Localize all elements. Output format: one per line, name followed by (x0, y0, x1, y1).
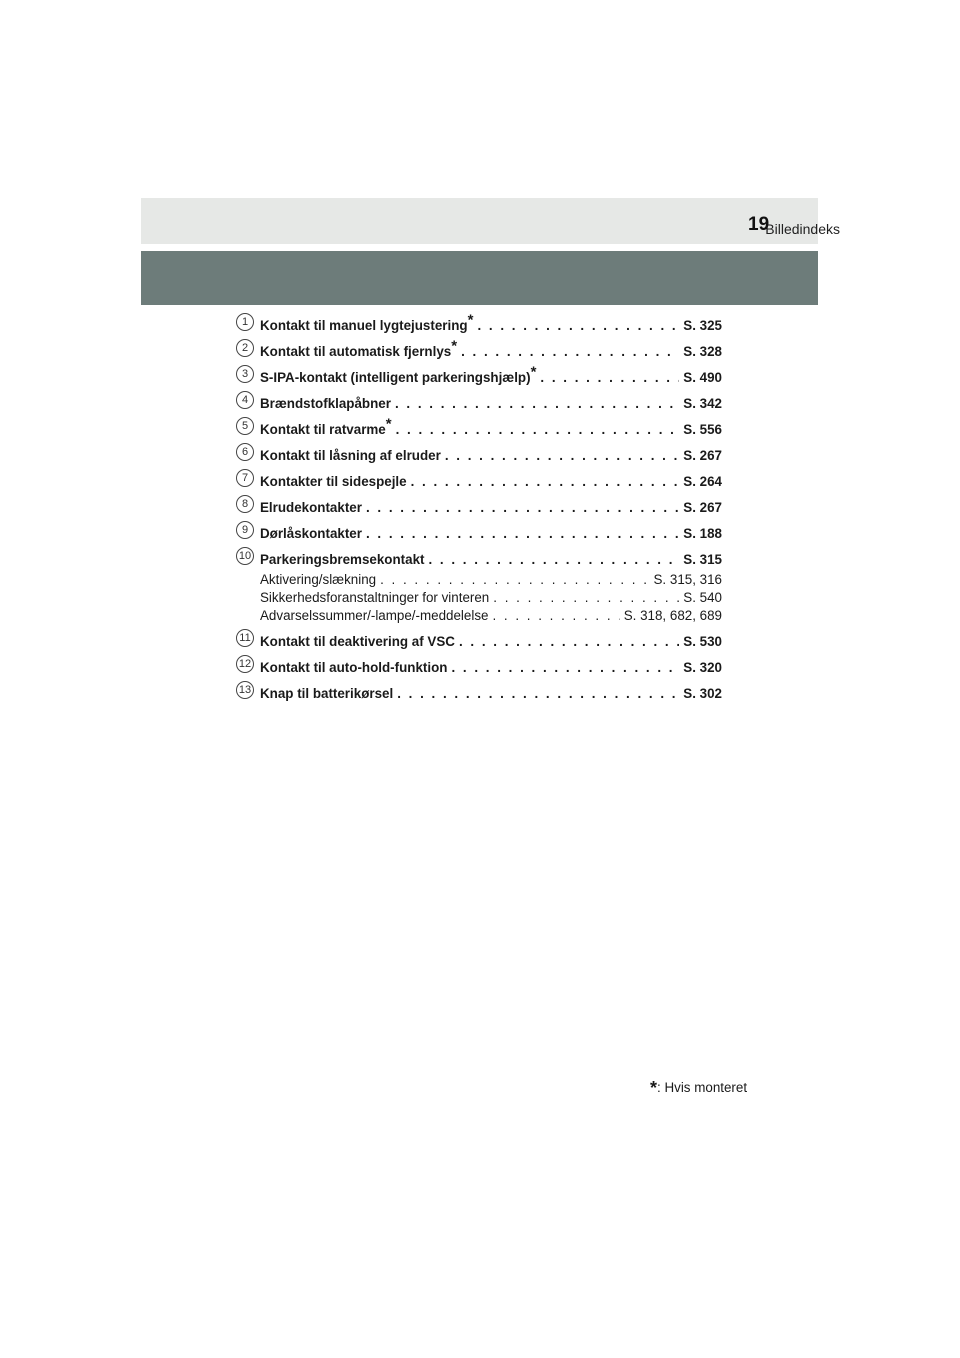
entry-number-icon: 5 (236, 417, 254, 435)
entry-number-icon: 13 (236, 681, 254, 699)
entry-number-icon: 7 (236, 469, 254, 487)
dot-leader (366, 525, 679, 543)
index-entry (236, 659, 722, 685)
footnote-star: * (451, 337, 458, 355)
dot-leader (492, 607, 619, 625)
entry-label: S-IPA-kontakt (intelligent parkeringshjælp)* (260, 363, 537, 385)
index-entry (236, 415, 722, 447)
entry-number-icon: 2 (236, 339, 254, 357)
entry-label: Dørlåskontakter (260, 526, 362, 541)
footnote (650, 1076, 747, 1097)
entry-number-icon: 12 (236, 655, 254, 673)
spacer (236, 625, 722, 633)
dot-leader (445, 447, 679, 465)
footnote-star: * (530, 363, 537, 381)
entry-number-icon: 11 (236, 629, 254, 647)
entry-page[interactable]: S. 264 (683, 474, 722, 489)
header-bar (141, 198, 818, 244)
entry-number-icon: 10 (236, 547, 254, 565)
entry-page[interactable]: S. 267 (683, 448, 722, 463)
entry-label: Kontakt til ratvarme* (260, 415, 392, 437)
entry-page[interactable]: S. 188 (683, 526, 722, 541)
entry-page[interactable]: S. 490 (683, 370, 722, 385)
entry-page[interactable]: S. 556 (683, 422, 722, 437)
entry-number-icon: 3 (236, 365, 254, 383)
dot-leader (493, 589, 679, 607)
entry-page[interactable]: S. 325 (683, 318, 722, 333)
entry-label: Parkeringsbremsekontakt (260, 552, 425, 567)
entry-page[interactable]: S. 315 (683, 552, 722, 567)
sub-entry (260, 571, 722, 589)
dot-leader (428, 551, 679, 569)
index-entry (236, 311, 722, 343)
entry-label: Kontakt til manuel lygtejustering* (260, 311, 474, 333)
index-entry (236, 525, 722, 551)
dot-leader (397, 685, 679, 703)
dot-leader (366, 499, 679, 517)
index-entry (236, 337, 722, 369)
footnote-star: * (467, 311, 474, 329)
index-list (236, 311, 722, 711)
entry-number-icon: 9 (236, 521, 254, 539)
entry-label: Knap til batterikørsel (260, 686, 394, 701)
entry-page[interactable]: S. 342 (683, 396, 722, 411)
sub-entry-page[interactable]: S. 318, 682, 689 (623, 608, 722, 623)
dot-leader (395, 395, 679, 413)
index-entry (236, 633, 722, 659)
footnote-star: * (385, 415, 392, 433)
entry-page[interactable]: S. 328 (683, 344, 722, 359)
dot-leader (451, 659, 679, 677)
entry-number-icon: 1 (236, 313, 254, 331)
entry-number-icon: 6 (236, 443, 254, 461)
dot-leader (477, 317, 679, 335)
entry-label: Elrudekontakter (260, 500, 362, 515)
sub-entry-label: Sikkerhedsforanstaltninger for vinteren (260, 590, 490, 605)
entry-page[interactable]: S. 530 (683, 634, 722, 649)
sub-entry-label: Aktivering/slækning (260, 572, 377, 587)
entry-page[interactable]: S. 320 (683, 660, 722, 675)
entry-label: Kontakt til automatisk fjernlys* (260, 337, 458, 359)
entry-number-icon: 8 (236, 495, 254, 513)
index-entry (236, 685, 722, 711)
dot-leader (540, 369, 679, 387)
entry-number-icon: 4 (236, 391, 254, 409)
sub-entry (260, 589, 722, 607)
entry-label: Kontakt til låsning af elruder (260, 448, 441, 463)
index-entry (236, 395, 722, 421)
index-entry (236, 551, 722, 571)
index-entry (236, 363, 722, 395)
dot-leader (411, 473, 680, 491)
dot-leader (459, 633, 679, 651)
entry-page[interactable]: S. 267 (683, 500, 722, 515)
entry-label: Kontakter til sidespejle (260, 474, 407, 489)
footnote-text: : Hvis monteret (657, 1080, 748, 1095)
footnote-star: * (650, 1078, 658, 1098)
index-entry (236, 473, 722, 499)
page-number: 19 (748, 214, 770, 235)
sub-entry (260, 607, 722, 625)
index-entry (236, 499, 722, 525)
section-title: Billedindeks (765, 221, 840, 237)
dot-leader (396, 421, 680, 439)
dot-leader (380, 571, 649, 589)
dot-leader (461, 343, 679, 361)
entry-label: Kontakt til deaktivering af VSC (260, 634, 455, 649)
header-band (141, 251, 818, 305)
entry-page[interactable]: S. 302 (683, 686, 722, 701)
sub-entry-label: Advarselssummer/-lampe/-meddelelse (260, 608, 489, 623)
sub-entry-page[interactable]: S. 540 (683, 590, 722, 605)
sub-entry-page[interactable]: S. 315, 316 (653, 572, 722, 587)
entry-label: Kontakt til auto-hold-funktion (260, 660, 448, 675)
entry-label: Brændstofklapåbner (260, 396, 391, 411)
index-entry (236, 447, 722, 473)
